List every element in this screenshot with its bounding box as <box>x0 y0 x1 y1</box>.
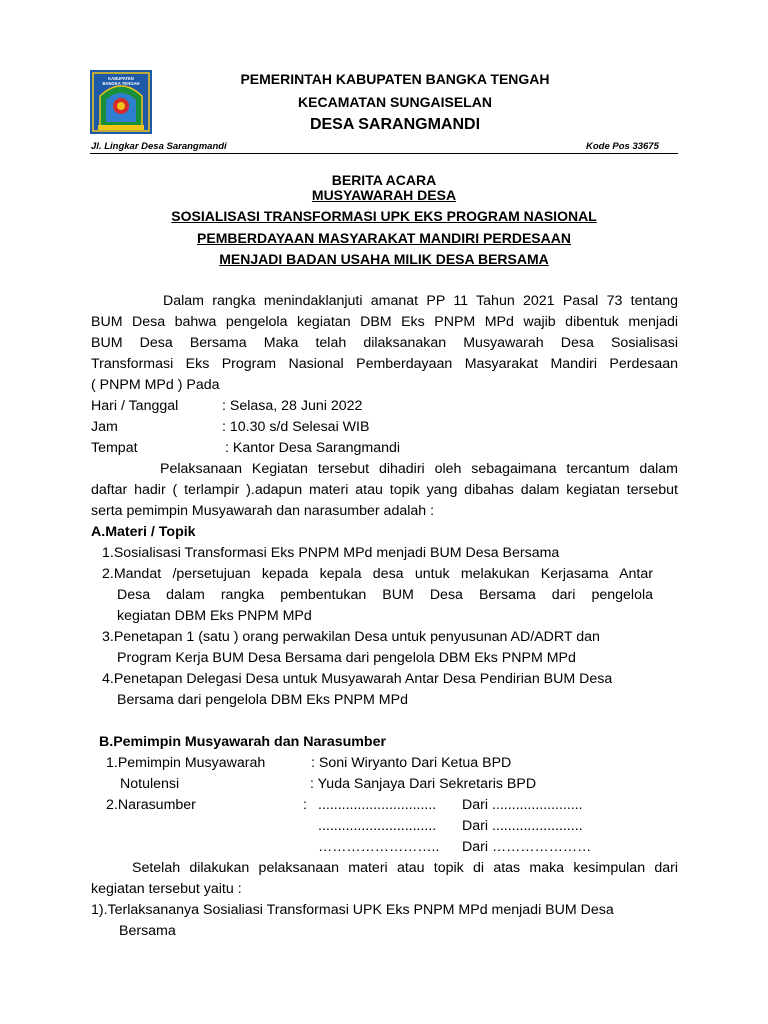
time-value: : 10.30 s/d Selesai WIB <box>222 419 370 435</box>
topic-item: 4.Penetapan Delegasi Desa untuk Musyawarah Antar Desa Pendirian BUM Desa <box>102 671 613 687</box>
leader-label: 1.Pemimpin Musyawarah <box>106 755 266 771</box>
conclusion-point-cont: Bersama <box>119 923 176 939</box>
letterhead-divider <box>90 153 678 154</box>
topic-item-cont: kegiatan DBM Eks PNPM MPd <box>117 608 312 624</box>
doc-topic-line3: MENJADI BADAN USAHA MILIK DESA BERSAMA <box>219 251 549 267</box>
notulen-value: : Yuda Sanjaya Dari Sekretaris BPD <box>310 776 537 792</box>
speaker-colon: : <box>303 797 307 813</box>
notulen-label: Notulensi <box>120 776 180 792</box>
speaker-origin-blank: Dari ………………… <box>462 839 592 855</box>
doc-title: BERITA ACARA <box>331 172 437 188</box>
topic-item: 3.Penetapan 1 (satu ) orang perwakilan Desa untuk penyusunan AD/ADRT dan <box>102 629 600 645</box>
topic-item: 1.Sosialisasi Transformasi Eks PNPM MPd menjadi BUM Desa Bersama <box>102 545 560 561</box>
place-value: : Kantor Desa Sarangmandi <box>225 440 401 456</box>
letterhead-postal-code: Kode Pos 33675 <box>586 141 659 152</box>
attendance-line: daftar hadir ( terlampir ).adapun materi atau topik yang dibahas dalam kegiatan tersebut <box>91 482 678 498</box>
speaker-name-blank: .............................. <box>318 797 437 813</box>
letterhead-government: PEMERINTAH KABUPATEN BANGKA TENGAH <box>240 71 550 87</box>
intro-line: ( PNPM MPd ) Pada <box>91 377 220 393</box>
topic-item-cont: Bersama dari pengelola DBM Eks PNPM MPd <box>117 692 408 708</box>
speaker-origin-blank: Dari ....................... <box>462 818 583 834</box>
intro-line: BUM Desa Bersama Maka telah dilaksanakan Musyawarah Desa Sosialisasi <box>91 335 678 351</box>
intro-line: Transformasi Eks Program Nasional Pemberdayaan Masyarakat Mandiri Perdesaan <box>91 356 678 372</box>
doc-topic-line1: SOSIALISASI TRANSFORMASI UPK EKS PROGRAM NASIONAL <box>171 208 597 224</box>
attendance-line: serta pemimpin Musyawarah dan narasumber adalah : <box>91 503 435 519</box>
conclusion-point: 1).Terlaksananya Sosialiasi Transformasi UPK Eks PNPM MPd menjadi BUM Desa <box>91 902 614 918</box>
speaker-label: 2.Narasumber <box>106 797 196 813</box>
svg-text:KABUPATEN: KABUPATEN <box>108 76 134 81</box>
section-a-heading: A.Materi / Topik <box>91 524 196 540</box>
day-label: Hari / Tanggal <box>91 398 179 414</box>
section-b-heading: B.Pemimpin Musyawarah dan Narasumber <box>99 734 386 750</box>
leader-value: : Soni Wiryanto Dari Ketua BPD <box>311 755 512 771</box>
intro-line: Dalam rangka menindaklanjuti amanat PP 11 Tahun 2021 Pasal 73 tentang <box>163 293 678 309</box>
doc-subtitle: MUSYAWARAH DESA <box>311 187 457 203</box>
svg-text:BANGKA TENGAH: BANGKA TENGAH <box>102 81 140 86</box>
day-value: : Selasa, 28 Juni 2022 <box>222 398 363 414</box>
conclusion-line: Setelah dilakukan pelaksanaan materi atau topik di atas maka kesimpulan dari <box>132 860 678 876</box>
topic-item: 2.Mandat /persetujuan kepada kepala desa untuk melakukan Kerjasama Antar <box>102 566 653 582</box>
doc-topic-line2: PEMBERDAYAAN MASYARAKAT MANDIRI PERDESAAN <box>197 230 571 246</box>
letterhead-village: DESA SARANGMANDI <box>309 116 481 133</box>
speaker-name-blank: .............................. <box>318 818 437 834</box>
letterhead-district: KECAMATAN SUNGAISELAN <box>298 94 492 110</box>
time-label: Jam <box>91 419 118 435</box>
regency-logo <box>90 70 152 134</box>
topic-item-cont: Desa dalam rangka pembentukan BUM Desa Bersama dari pengelola <box>117 587 653 603</box>
speaker-origin-blank: Dari ....................... <box>462 797 583 813</box>
letterhead-address: Jl. Lingkar Desa Sarangmandi <box>91 141 227 152</box>
intro-line: BUM Desa bahwa pengelola kegiatan DBM Eks PNPM MPd wajib dibentuk menjadi <box>91 314 678 330</box>
speaker-name-blank: …………………….. <box>318 839 440 855</box>
attendance-line: Pelaksanaan Kegiatan tersebut dihadiri oleh sebagaimana tercantum dalam <box>160 461 678 477</box>
conclusion-line: kegiatan tersebut yaitu : <box>91 881 242 897</box>
topic-item-cont: Program Kerja BUM Desa Bersama dari pengelola DBM Eks PNPM MPd <box>117 650 576 666</box>
place-label: Tempat <box>91 440 138 456</box>
